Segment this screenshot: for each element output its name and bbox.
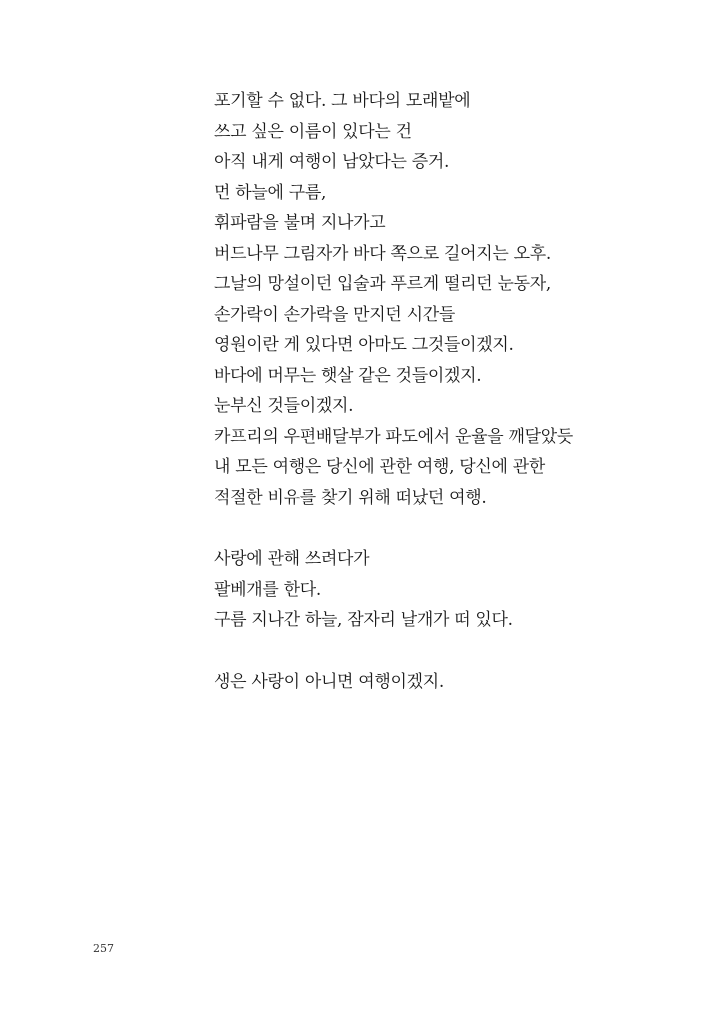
poem-line: 카프리의 우편배달부가 파도에서 운율을 깨달았듯 bbox=[214, 426, 573, 447]
poem-body bbox=[214, 86, 654, 697]
poem-line: 사랑에 관해 쓰려다가 bbox=[214, 549, 370, 569]
poem-line: 먼 하늘에 구름, bbox=[214, 182, 327, 203]
poem-line: 손가락이 손가락을 만지던 시간들 bbox=[214, 304, 456, 325]
page-number: 257 bbox=[93, 942, 114, 955]
poem-line: 버드나무 그림자가 바다 쪽으로 길어지는 오후. bbox=[214, 243, 551, 264]
poem-line: 휘파람을 불며 지나가고 bbox=[214, 213, 386, 233]
poem-line: 팔베개를 한다. bbox=[214, 579, 321, 600]
stanza-2 bbox=[214, 544, 654, 636]
poem-line: 내 모든 여행은 당신에 관한 여행, 당신에 관한 bbox=[214, 457, 546, 477]
poem-line: 영원이란 게 있다면 아마도 그것들이겠지. bbox=[214, 335, 514, 355]
poem-line: 아직 내게 여행이 남았다는 증거. bbox=[214, 152, 450, 172]
poem-line: 구름 지나간 하늘, 잠자리 날개가 떠 있다. bbox=[214, 610, 513, 630]
poem-line: 그날의 망설이던 입술과 푸르게 떨리던 눈동자, bbox=[214, 274, 551, 294]
stanza-1 bbox=[214, 86, 654, 513]
poem-line: 바다에 머무는 햇살 같은 것들이겠지. bbox=[214, 365, 482, 386]
stanza-break bbox=[214, 513, 654, 544]
stanza-3 bbox=[214, 667, 654, 698]
poem-line: 포기할 수 없다. 그 바다의 모래밭에 bbox=[214, 91, 471, 111]
poem-line: 생은 사랑이 아니면 여행이겠지. bbox=[214, 671, 445, 692]
poem-line: 눈부신 것들이겠지. bbox=[214, 396, 354, 416]
stanza-break bbox=[214, 636, 654, 667]
poem-line: 쓰고 싶은 이름이 있다는 건 bbox=[214, 121, 412, 142]
poem-line: 적절한 비유를 찾기 위해 떠났던 여행. bbox=[214, 487, 487, 508]
